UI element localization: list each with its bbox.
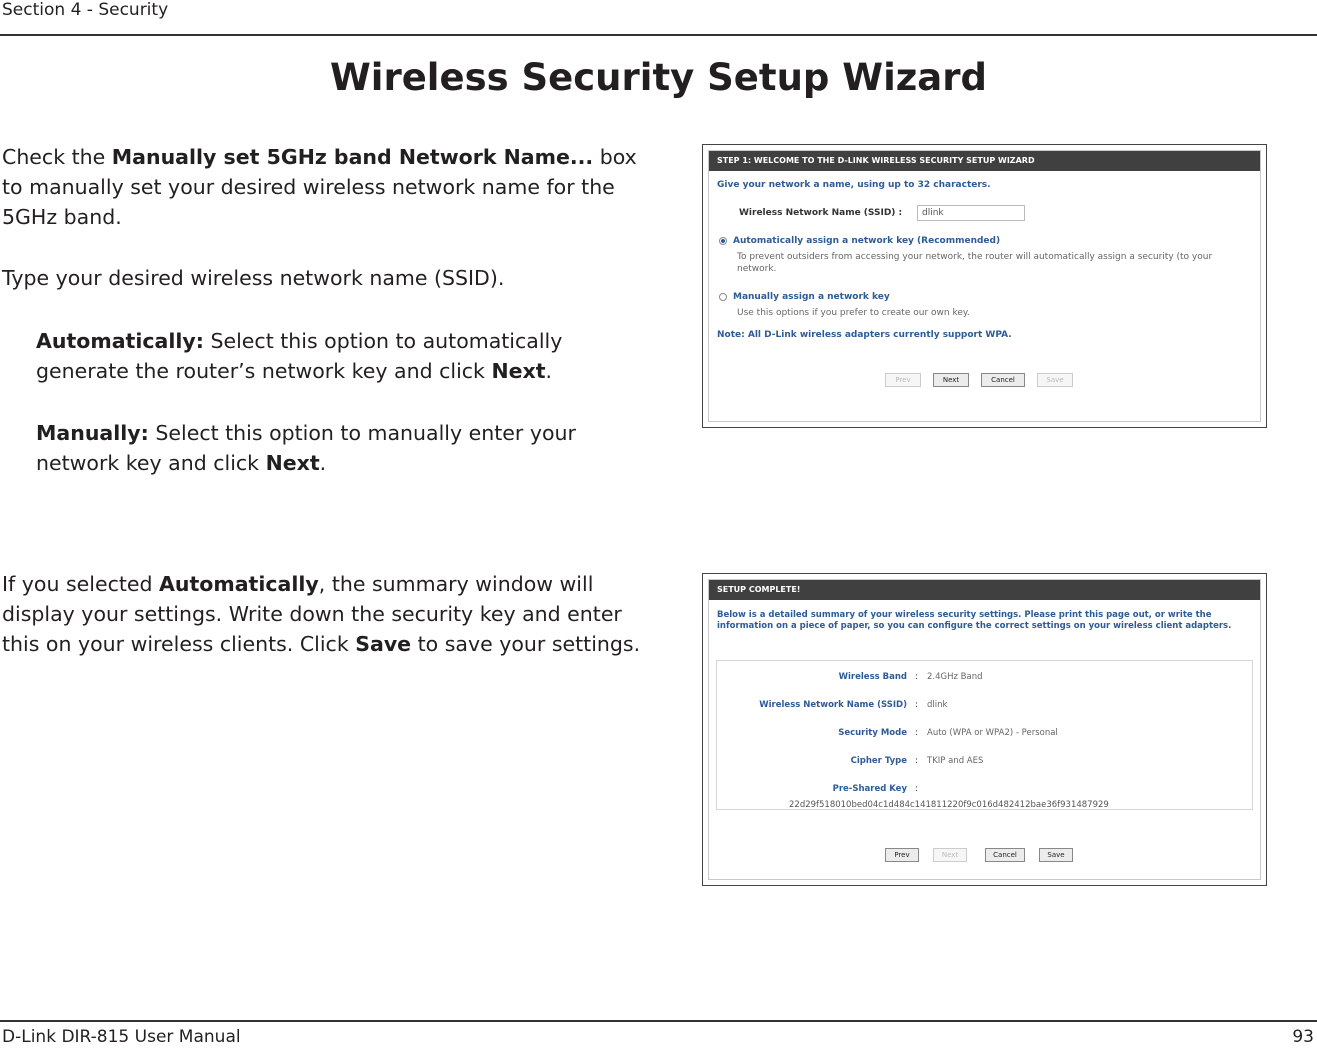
- manual-key-option[interactable]: Manually assign a network key: [719, 291, 890, 303]
- auto-key-option[interactable]: Automatically assign a network key (Recommended): [719, 235, 1000, 247]
- paragraph-manual-name: Check the Manually set 5GHz band Network Name... box to manually set your desired wireless network name for the 5GHz band.: [2, 145, 637, 229]
- cancel-button[interactable]: Cancel: [981, 373, 1025, 387]
- row-colon: :: [915, 700, 919, 710]
- ssid-input[interactable]: dlink: [917, 205, 1025, 221]
- row-value-security-mode: Auto (WPA or WPA2) - Personal: [927, 728, 1058, 738]
- wizard-step1-screenshot: [702, 144, 1267, 428]
- row-value-ssid: dlink: [927, 700, 948, 710]
- paragraph-ssid: Type your desired wireless network name (SSID).: [2, 266, 505, 290]
- save-button[interactable]: Save: [1039, 848, 1073, 862]
- auto-radio[interactable]: [719, 237, 727, 245]
- row-label-ssid: Wireless Network Name (SSID): [759, 700, 907, 710]
- row-colon: :: [915, 756, 919, 766]
- row-label-security-mode: Security Mode: [838, 728, 907, 738]
- auto-key-description: To prevent outsiders from accessing your network, the router will automatically assign a security (to your network.: [737, 252, 1213, 274]
- prev-button[interactable]: Prev: [885, 848, 919, 862]
- row-label-cipher: Cipher Type: [850, 756, 907, 766]
- bottom-rule: [0, 1020, 1317, 1022]
- manual-key-description: Use this options if you prefer to create our own key.: [737, 308, 970, 318]
- prev-button[interactable]: Prev: [885, 373, 921, 387]
- ssid-label: Wireless Network Name (SSID) :: [739, 208, 903, 218]
- page-title: Wireless Security Setup Wizard: [329, 56, 988, 99]
- next-button[interactable]: Next: [933, 373, 969, 387]
- section-label: Section 4 - Security: [2, 0, 169, 20]
- footer-manual-name: D-Link DIR-815 User Manual: [2, 1027, 241, 1047]
- summary-box: [716, 660, 1253, 810]
- setup-complete-title-bar: SETUP COMPLETE!: [709, 580, 1260, 600]
- step1-title-bar: STEP 1: WELCOME TO THE D-LINK WIRELESS SECURITY SETUP WIZARD: [709, 151, 1260, 171]
- row-colon: :: [915, 784, 919, 794]
- next-button[interactable]: Next: [933, 848, 967, 862]
- paragraph-automatically: Automatically: Select this option to automatically generate the router’s network key and click Next.: [36, 329, 563, 383]
- row-value-band: 2.4GHz Band: [927, 672, 983, 682]
- manual-radio[interactable]: [719, 293, 727, 301]
- row-colon: :: [915, 728, 919, 738]
- row-value-cipher: TKIP and AES: [927, 756, 984, 766]
- row-label-psk: Pre-Shared Key: [832, 784, 907, 794]
- pre-shared-key-value: 22d29f518010bed04c1d484c141811220f9c016d482412bae36f931487929: [789, 800, 1109, 810]
- paragraph-manually: Manually: Select this option to manually enter your network key and click Next.: [36, 421, 576, 475]
- setup-complete-screenshot: [702, 573, 1267, 886]
- paragraph-summary: If you selected Automatically, the summary window will display your settings. Write down the security key and enter this on your wireless clients. Click Save to save your settings.: [2, 572, 641, 656]
- step1-instruction: Give your network a name, using up to 32 characters.: [717, 180, 991, 190]
- save-button[interactable]: Save: [1037, 373, 1073, 387]
- row-colon: :: [915, 672, 919, 682]
- page-number: 93: [1292, 1027, 1314, 1047]
- manual-name-option: Manually set 5GHz band Network Name...: [111, 145, 594, 169]
- wpa-note: Note: All D-Link wireless adapters currently support WPA.: [717, 330, 1012, 340]
- summary-intro: Below is a detailed summary of your wireless security settings. Please print this page out, or write the information on a piece of paper, so you can configure the correct settings on your wireless client adapters.: [717, 610, 1232, 631]
- cancel-button[interactable]: Cancel: [985, 848, 1025, 862]
- row-label-band: Wireless Band: [838, 672, 907, 682]
- top-rule: [0, 34, 1317, 36]
